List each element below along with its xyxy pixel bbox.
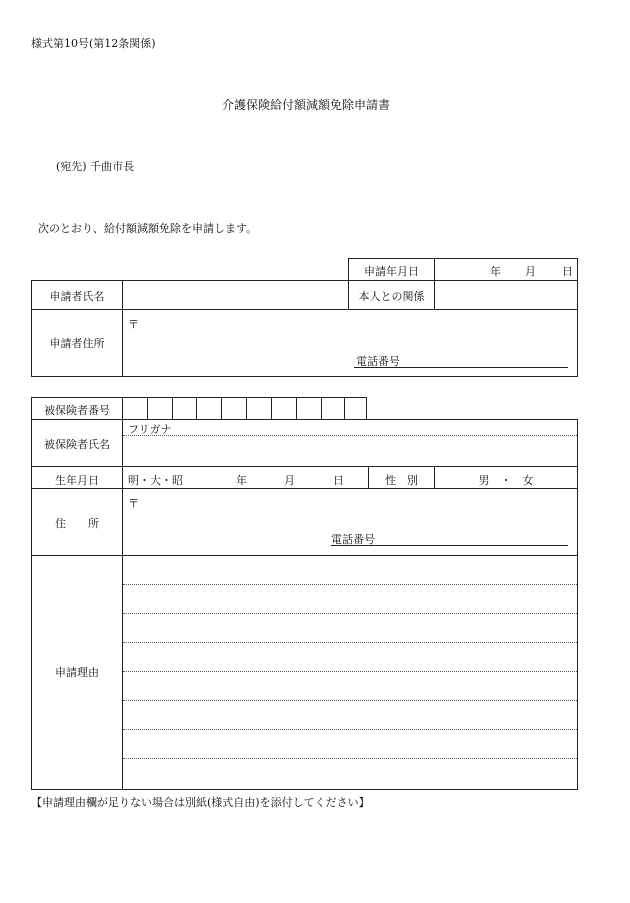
birth-date-label: 生年月日 — [55, 474, 99, 487]
reason-field[interactable] — [124, 557, 576, 788]
insured-name-field[interactable] — [124, 437, 576, 465]
application-day-label: 日 — [562, 265, 573, 278]
furigana-label: フリガナ — [128, 423, 172, 436]
birth-month-label: 月 — [284, 474, 295, 487]
applicant-phone-label: 電話番号 — [356, 355, 400, 368]
applicant-name-label: 申請者氏名 — [49, 290, 105, 303]
birth-day-label: 日 — [333, 474, 344, 487]
application-month-label: 月 — [525, 265, 536, 278]
applicant-postal-mark: 〒 — [128, 318, 139, 331]
insured-name-label: 被保険者氏名 — [44, 438, 110, 451]
relation-label: 本人との関係 — [358, 290, 425, 303]
form-title: 介護保険給付額減額免除申請書 — [222, 98, 391, 112]
intro-text: 次のとおり、給付額減額免除を申請します。 — [38, 222, 258, 235]
addressee: (宛先) 千曲市長 — [56, 160, 135, 173]
insured-address-label: 住 所 — [55, 517, 99, 530]
insured-address-field[interactable] — [124, 490, 576, 554]
insured-number-label: 被保険者番号 — [44, 404, 110, 417]
era-options: 明・大・昭 — [128, 474, 183, 487]
sex-label: 性 別 — [385, 474, 418, 487]
application-date-label: 申請年月日 — [364, 265, 419, 278]
applicant-name-field[interactable] — [124, 282, 346, 308]
footer-note: 【申請理由欄が足りない場合は別紙(様式自由)を添付してください】 — [31, 796, 370, 809]
reason-label: 申請理由 — [55, 666, 99, 679]
applicant-address-field[interactable] — [124, 311, 576, 375]
applicant-address-label: 申請者住所 — [49, 337, 105, 350]
insured-number-field[interactable] — [123, 398, 366, 419]
insured-postal-mark: 〒 — [128, 497, 139, 510]
form-number: 様式第10号(第12条関係) — [31, 37, 156, 50]
sex-options[interactable]: 男 ・ 女 — [478, 474, 534, 487]
birth-year-label: 年 — [236, 474, 247, 487]
insured-phone-label: 電話番号 — [331, 533, 375, 546]
application-year-label: 年 — [490, 265, 501, 278]
application-date-field[interactable] — [436, 259, 576, 280]
relation-field[interactable] — [436, 282, 576, 308]
